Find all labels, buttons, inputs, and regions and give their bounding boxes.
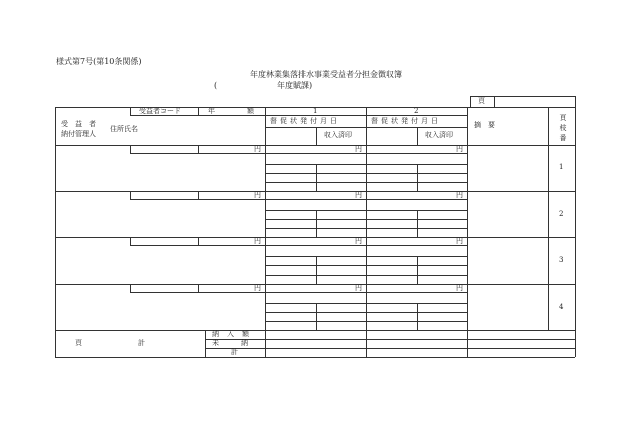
row-3-col2-yen: 円 [456, 237, 463, 245]
subtitle-open-paren: ( [214, 81, 218, 90]
address-name-label: 住所氏名 [110, 125, 138, 133]
row-1-branch-number: 1 [559, 163, 564, 171]
grand-total-label: 計 [231, 348, 238, 356]
row-3-amount-yen: 円 [254, 237, 261, 245]
subtitle-fiscal-year: 年度賦課) [277, 81, 313, 90]
row-3-col1-yen: 円 [355, 237, 362, 245]
form-number: 様式第7号(第10条関係) [56, 57, 142, 66]
page-branch-number-label: 頁 枝 番 [559, 114, 567, 142]
row-4-col2-yen: 円 [456, 284, 463, 292]
row-4-col1-yen: 円 [355, 284, 362, 292]
col2-receipt-label: 収入済印 [425, 131, 453, 139]
amount-year-label: 年 [208, 107, 215, 115]
row-2-col2-yen: 円 [456, 191, 463, 199]
payer-code-label: 受益者コード [139, 107, 181, 115]
row-1-col1-yen: 円 [355, 145, 362, 153]
col1-receipt-label: 収入済印 [324, 131, 352, 139]
col1-notice-date-label: 督促状発付月日 [270, 117, 340, 125]
row-2-branch-number: 2 [559, 210, 564, 218]
amount-paid-label: 納入額 [212, 330, 257, 338]
page-total-label: 頁 計 [75, 339, 145, 347]
row-4-branch-number: 4 [559, 303, 564, 311]
column-2-number: 2 [414, 107, 419, 115]
row-1-amount-yen: 円 [254, 145, 261, 153]
row-1-col2-yen: 円 [456, 145, 463, 153]
column-1-number: 1 [313, 107, 318, 115]
summary-label: 摘 要 [474, 121, 495, 129]
page-label: 頁 [478, 97, 485, 105]
row-2-col1-yen: 円 [355, 191, 362, 199]
row-2-amount-yen: 円 [254, 191, 261, 199]
row-3-branch-number: 3 [559, 256, 564, 264]
amount-label: 額 [247, 107, 254, 115]
payer-label: 受 益 者 [61, 120, 96, 128]
unpaid-label: 未納 [212, 339, 270, 347]
row-4-amount-yen: 円 [254, 284, 261, 292]
ledger-title: 年度林業集落排水事業受益者分担金徴収簿 [250, 70, 402, 79]
col2-notice-date-label: 督促状発付月日 [371, 117, 441, 125]
payment-manager-label: 納付管理人 [61, 130, 96, 138]
